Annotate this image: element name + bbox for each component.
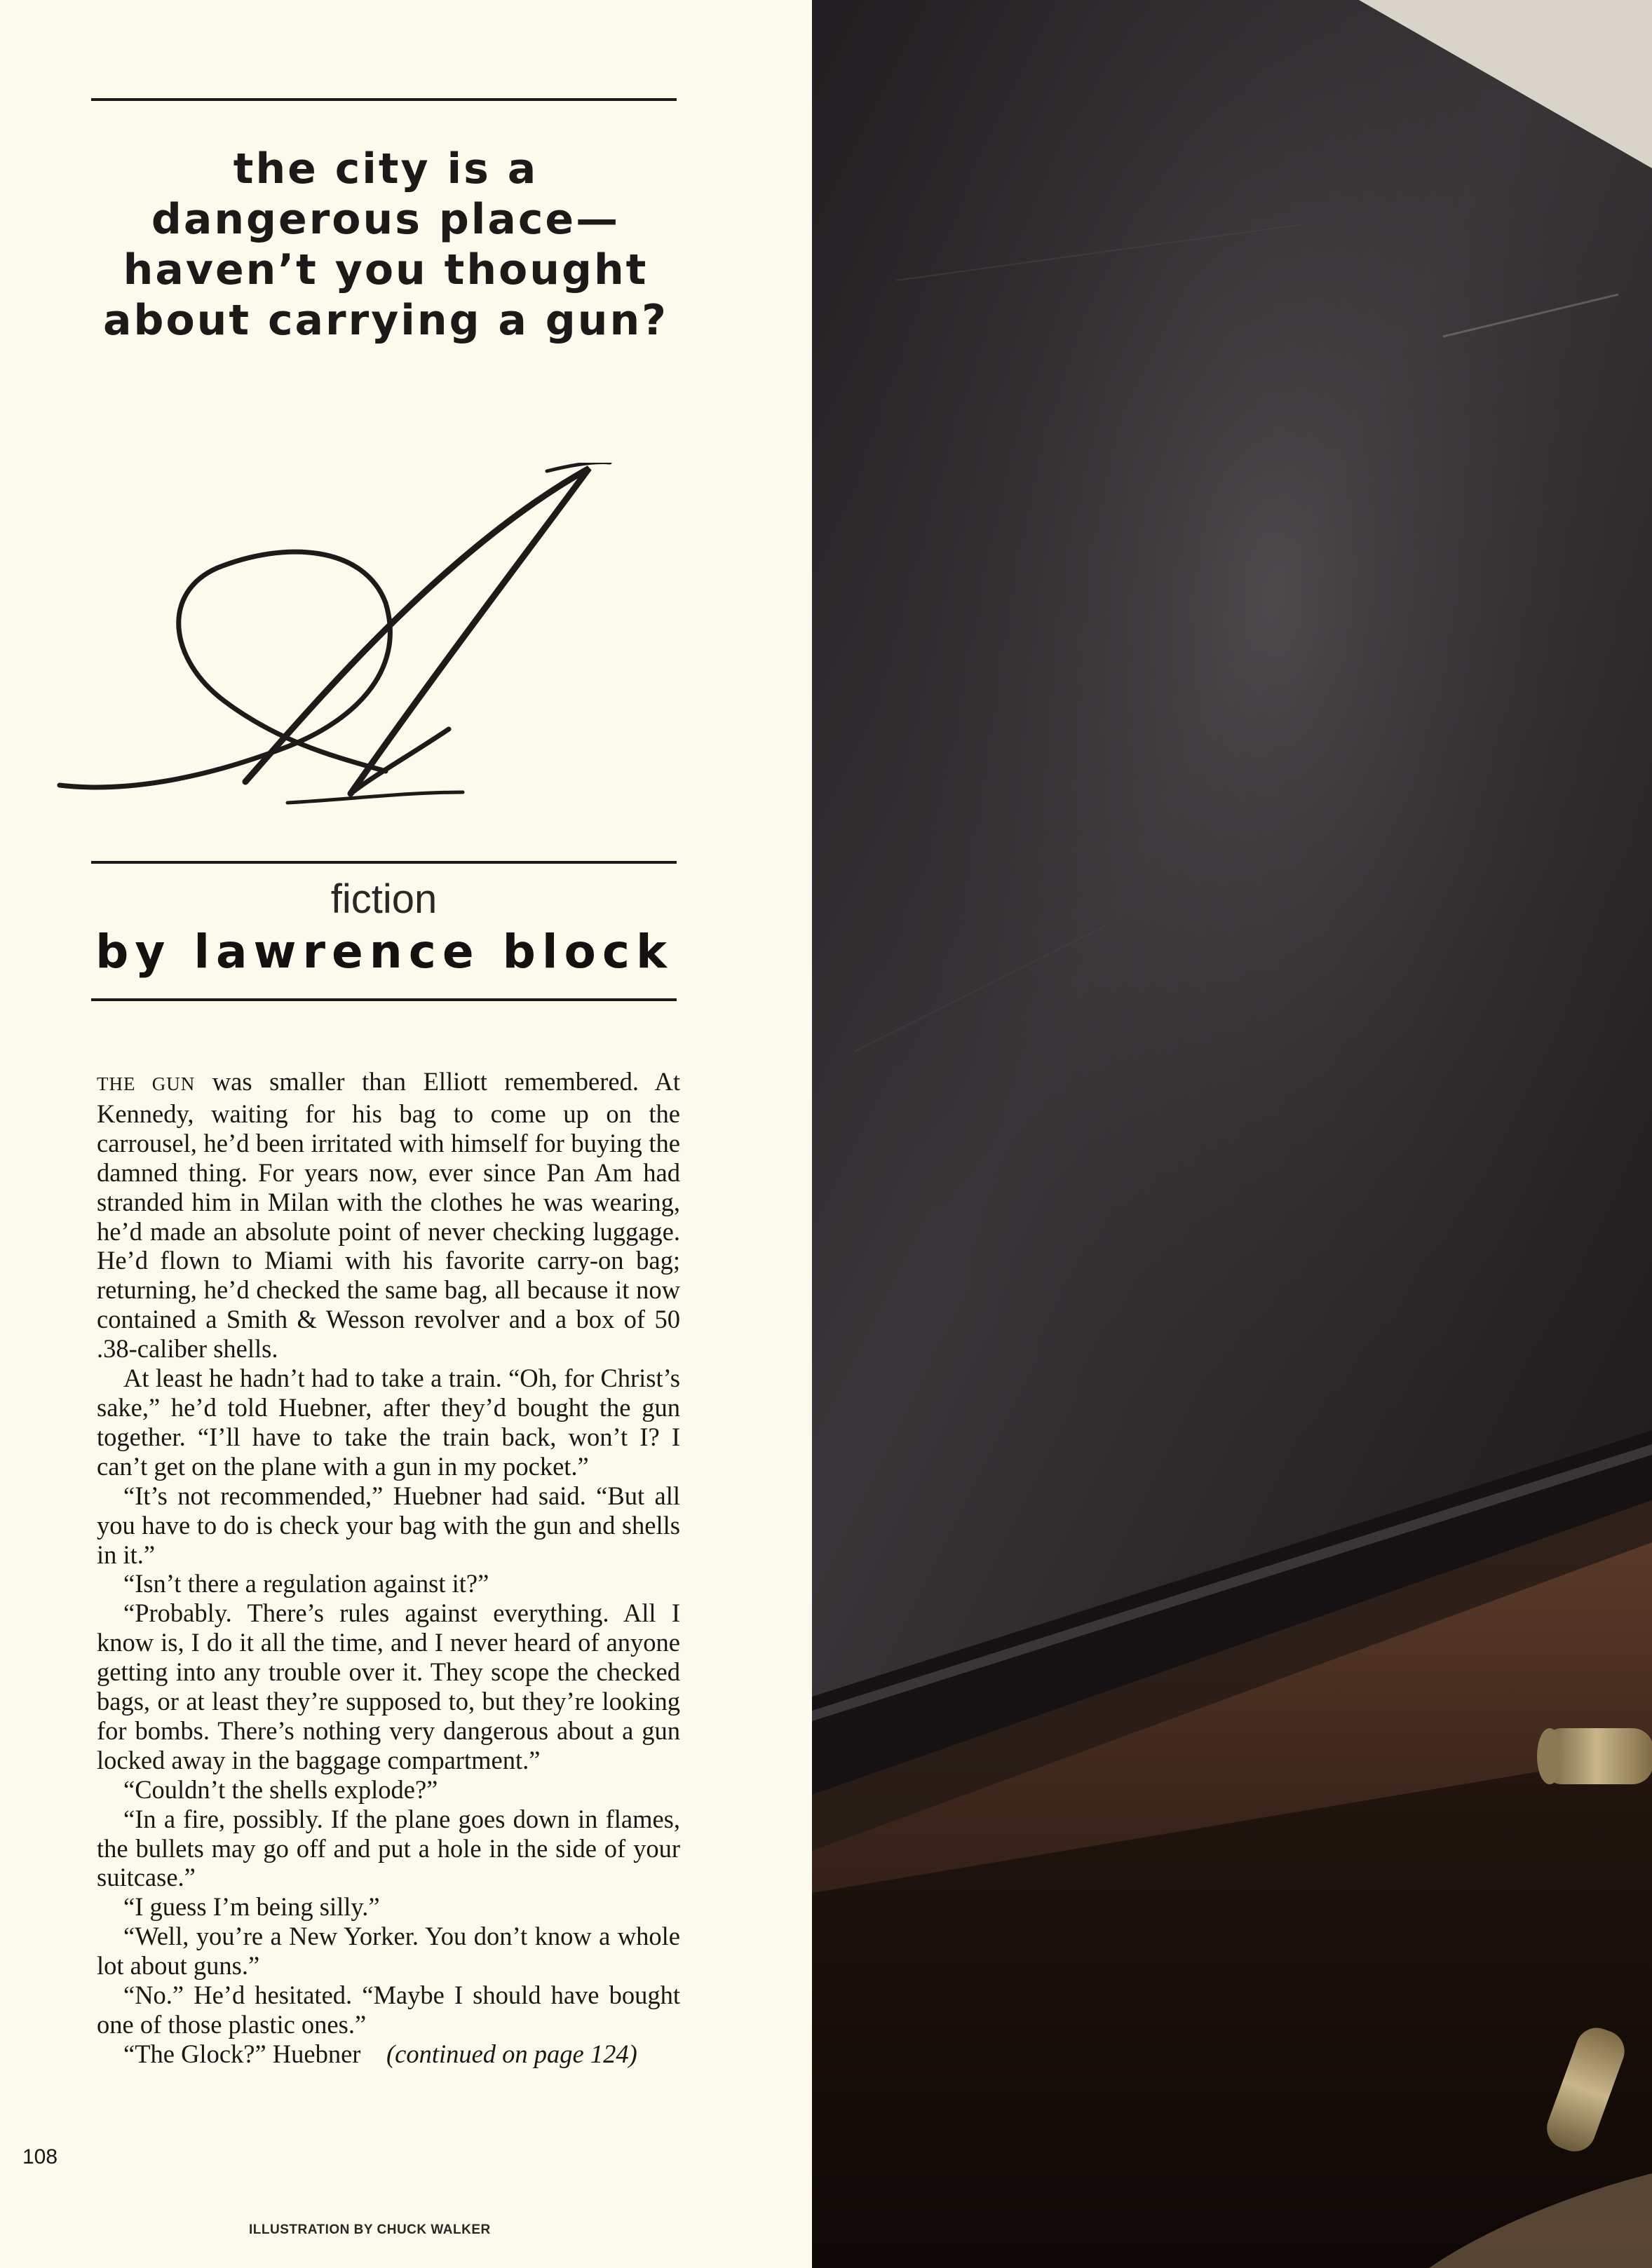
continued-jump-link[interactable]: (continued on page 124) [386,2039,637,2068]
paragraph-text: “The Glock?” Huebner [123,2039,361,2068]
body-paragraph: “It’s not recommended,” Huebner had said. “But all you have to do is check your bag with the gun and shells in it.” [97,1481,680,1569]
illustration-credit: ILLUSTRATION BY CHUCK WALKER [249,2222,491,2237]
script-initial-a-icon [56,463,631,813]
title-rule [91,861,677,864]
bullet-cartridge-icon [1537,1728,1652,1784]
byline-rule [91,998,677,1001]
body-paragraph [97,1067,680,1364]
body-paragraph: At least he hadn’t had to take a train. “Oh, for Christ’s sake,” he’d told Huebner, after they’d bought the gun together. “I’ll have to take the train back, won’t I? I can’t get on the plane with a gun in my pocket.” [97,1364,680,1481]
body-paragraph: “Isn’t there a regulation against it?” [123,1569,489,1598]
body-paragraph: “No.” He’d hesitated. “Maybe I should have bought one of those plastic ones.” [97,1981,680,2039]
body-paragraph: “Probably. There’s rules against everything. All I know is, I do it all the time, and I never heard of anyone getting into any trouble over it. They scope the checked bags, or at least they’re supposed to, but they’re looking for bombs. There’s nothing very dangerous about a gun locked away in the baggage compartment.” [97,1598,680,1774]
lead-in: THE GUN [97,1073,196,1094]
paragraph-text: was smaller than Elliott remembered. At Kennedy, waiting for his bag to come up on the carrousel, he’d been irritated with himself for buying the damned thing. For years now, ever since Pan Am had stranded him in Milan with the clothes he was wearing, he’d made an absolute point of never checking luggage. He’d flown to Miami with his favorite carry-on bag; returning, he’d checked the same bag, all because it now contained a Smith & Wesson revolver and a box of 50 .38-caliber shells. [97,1067,681,1364]
deck-line: dangerous place— [151,195,621,244]
byline: by lawrence block [95,925,673,979]
body-paragraph: “Well, you’re a New Yorker. You don’t know a whole lot about guns.” [97,1922,680,1981]
deck-line: haven’t you thought [123,245,649,294]
deck-line: the city is a [233,144,539,193]
page-number: 108 [22,2145,58,2168]
article-column [0,0,820,2268]
body-paragraph: “Couldn’t the shells explode?” [123,1774,438,1804]
body-paragraph [97,2039,680,2069]
top-rule [91,98,677,101]
headline-deck [77,144,694,346]
gun-case-illustration [812,0,1652,2268]
deck-line: about carrying a gun? [103,296,668,345]
article-body [97,1067,680,2069]
body-paragraph: “I guess I’m being silly.” [123,1892,380,1922]
body-paragraph: “In a fire, possibly. If the plane goes down in flames, the bullets may go off and put a hole in the side of your suitcase.” [97,1804,680,1892]
section-label: fiction [330,876,438,922]
